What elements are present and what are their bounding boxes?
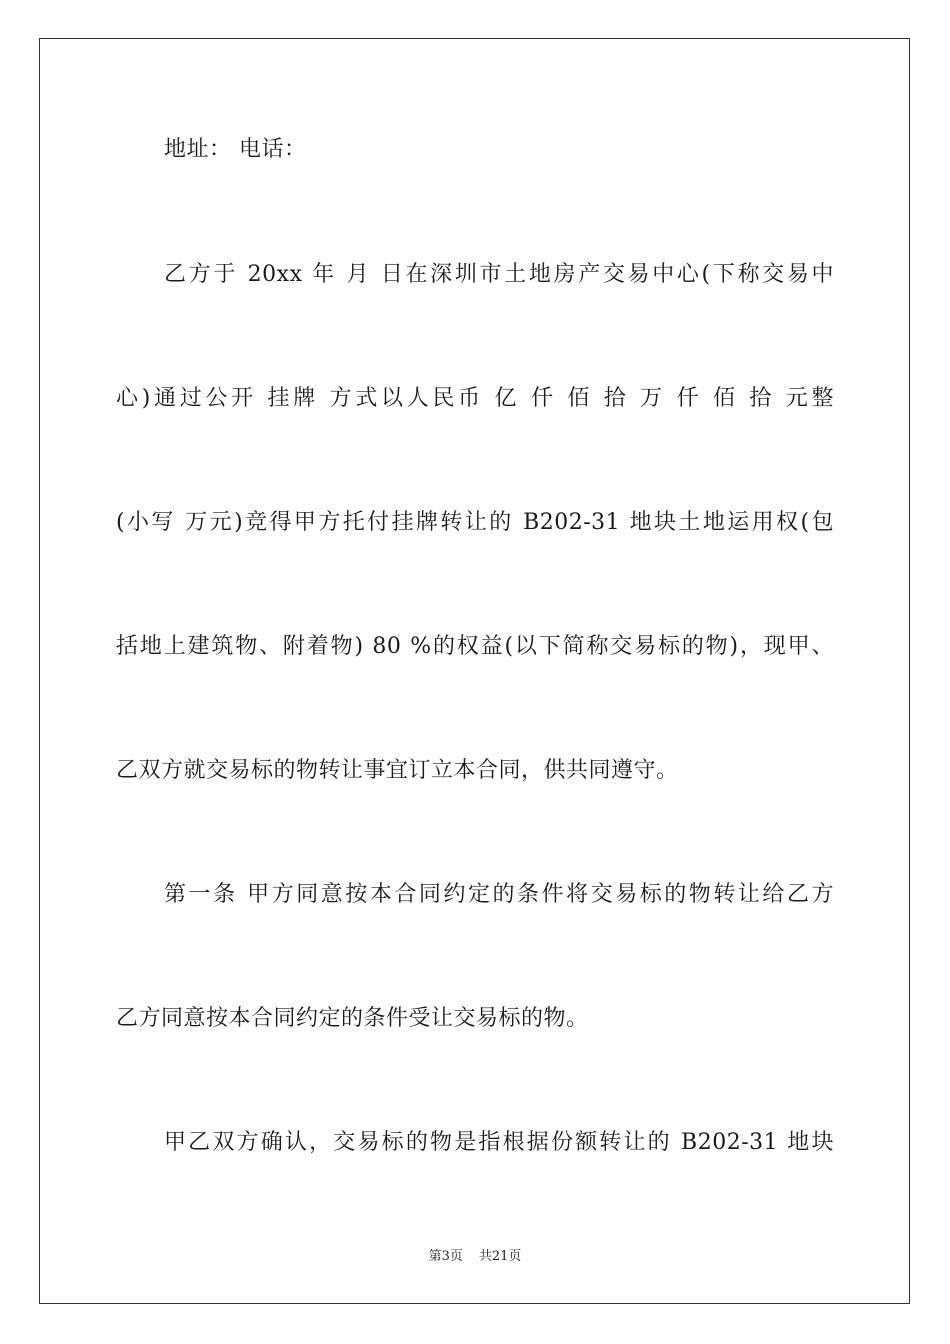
- page-number-current: 第3页: [428, 1249, 463, 1264]
- text-line: 甲乙双方确认，交易标的物是指根据份额转让的 B202-31 地块: [164, 1130, 834, 1155]
- text-line-article-1: 第一条 甲方同意按本合同约定的条件将交易标的物转让给乙方: [164, 882, 834, 907]
- text-line: 括地上建筑物、附着物) 80 %的权益(以下简称交易标的物)，现甲、: [116, 634, 834, 659]
- text-line: (小写 万元)竞得甲方托付挂牌转让的 B202-31 地块土地运用权(包: [116, 510, 834, 535]
- text-line-address-phone: 地址： 电话：: [164, 137, 307, 162]
- page-number-total: 共21页: [478, 1249, 522, 1264]
- text-line: 乙方于 20xx 年 月 日在深圳市土地房产交易中心(下称交易中: [164, 262, 834, 287]
- text-line: 心)通过公开 挂牌 方式以人民币 亿 仟 佰 拾 万 仟 佰 拾 元整: [116, 386, 834, 411]
- page-footer: [0, 1248, 950, 1266]
- text-line: 乙双方就交易标的物转让事宜订立本合同，供共同遵守。: [116, 758, 679, 783]
- page-border: [39, 38, 910, 1304]
- text-line: 乙方同意按本合同约定的条件受让交易标的物。: [116, 1006, 589, 1031]
